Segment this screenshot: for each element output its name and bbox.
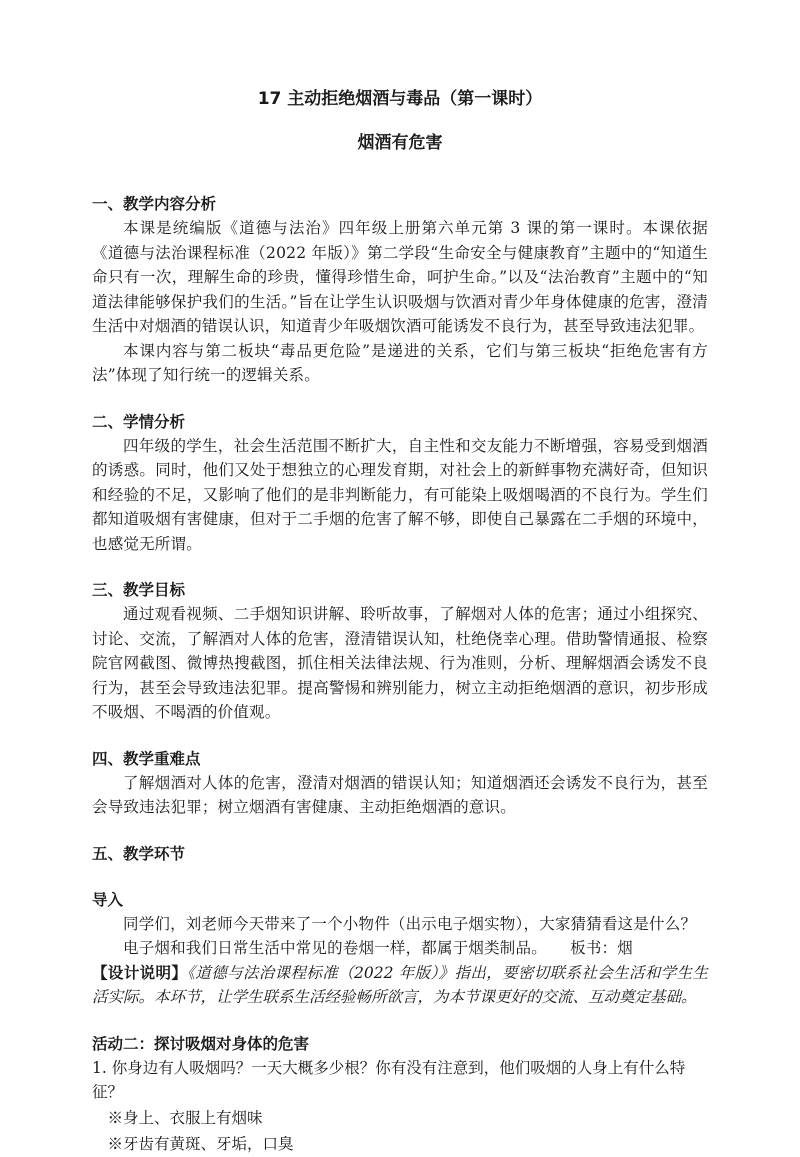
paragraph-text: 电子烟和我们日常生活中常见的卷烟一样，都属于烟类制品。 <box>123 939 547 957</box>
paragraph: 本课是统编版《道德与法治》四年级上册第六单元第 3 课的第一课时。本课依据《道德与法治课程标准（2022 年版）》第二学段“生命安全与健康教育”主题中的“知道生命只有一次，理解生命的珍贵，懂得珍惜生命，呵护生命。”以及“法治教育”主题中的“知道法律能够保护我们的生活。”旨在让学生认识吸烟与饮酒对青少年身体健康的危害，澄清生活中对烟酒的错误认识，知道青少年吸烟饮酒可能诱发不良行为，甚至导致违法犯罪。 <box>92 219 708 335</box>
section-teaching-steps <box>92 842 708 866</box>
section-teaching-goals <box>92 578 708 725</box>
board-note: 板书：烟 <box>570 939 633 957</box>
section-intro <box>92 888 708 1010</box>
document-title: 17 主动拒绝烟酒与毒品（第一课时） <box>257 89 543 109</box>
section-heading: 二、学情分析 <box>92 412 186 431</box>
paragraph: 通过观看视频、二手烟知识讲解、聆听故事，了解烟对人体的危害；通过小组探究、讨论、交流，了解酒对人体的危害，澄清错误认知，杜绝侥幸心理。借助警情通报、检察院官网截图、微博热搜截图，抓住相关法律法规、行为准则，分析、理解烟酒会诱发不良行为，甚至会导致违法犯罪。提高警惕和辨别能力，树立主动拒绝烟酒的意识，初步形成不吸烟、不喝酒的价值观。 <box>92 605 708 721</box>
bullet-item: ※身上、衣服上有烟味 <box>107 1108 263 1127</box>
section-activity-two <box>92 1032 708 1157</box>
bullet-item: ※牙齿有黄斑、牙垢，口臭 <box>107 1134 294 1153</box>
section-student-analysis <box>92 410 708 557</box>
section-content-analysis <box>92 192 708 388</box>
question: 1. 你身边有人吸烟吗？一天大概多少根？你有没有注意到，他们吸烟的人身上有什么特征？ <box>92 1058 686 1101</box>
section-heading: 四、教学重难点 <box>92 749 201 768</box>
section-key-points <box>92 747 708 820</box>
paragraph: 四年级的学生，社会生活范围不断扩大，自主性和交友能力不断增强，容易受到烟酒的诱惑。同时，他们又处于想独立的心理发育期，对社会上的新鲜事物充满好奇，但知识和经验的不足，又影响了他们的是非判断能力，有可能染上吸烟喝酒的不良行为。学生们都知道吸烟有害健康，但对于二手烟的危害了解不够，即使自己暴露在二手烟的环境中，也感觉无所谓。 <box>92 436 708 553</box>
section-heading: 三、教学目标 <box>92 581 186 599</box>
paragraph <box>92 936 708 961</box>
paragraph: 同学们，刘老师今天带来了一个小物件（出示电子烟实物），大家猜猜看这是什么？ <box>123 914 697 933</box>
paragraph: 了解烟酒对人体的危害，澄清对烟酒的错误认知；知道烟酒还会诱发不良行为，甚至会导致违法犯罪；树立烟酒有害健康、主动拒绝烟酒的意识。 <box>92 773 708 816</box>
design-note <box>92 961 708 1010</box>
design-note-text: 《道德与法治课程标准（2022 年版）》指出，要密切联系社会生活和学生生活实际。本环节，让学生联系生活经验畅所欲言，为本节课更好的交流、互动奠定基础。 <box>92 963 708 1006</box>
section-heading: 导入 <box>92 890 124 909</box>
section-heading: 一、教学内容分析 <box>92 195 217 213</box>
paragraph: 本课内容与第二板块“毒品更危险”是递进的关系，它们与第三板块“拒绝危害有方法”体现了知行统一的逻辑关系。 <box>92 341 708 384</box>
design-note-label: 【设计说明】 <box>92 963 188 982</box>
document-subtitle: 烟酒有危害 <box>357 133 443 153</box>
section-heading: 五、教学环节 <box>92 844 186 863</box>
section-heading: 活动二：探讨吸烟对身体的危害 <box>92 1034 310 1053</box>
